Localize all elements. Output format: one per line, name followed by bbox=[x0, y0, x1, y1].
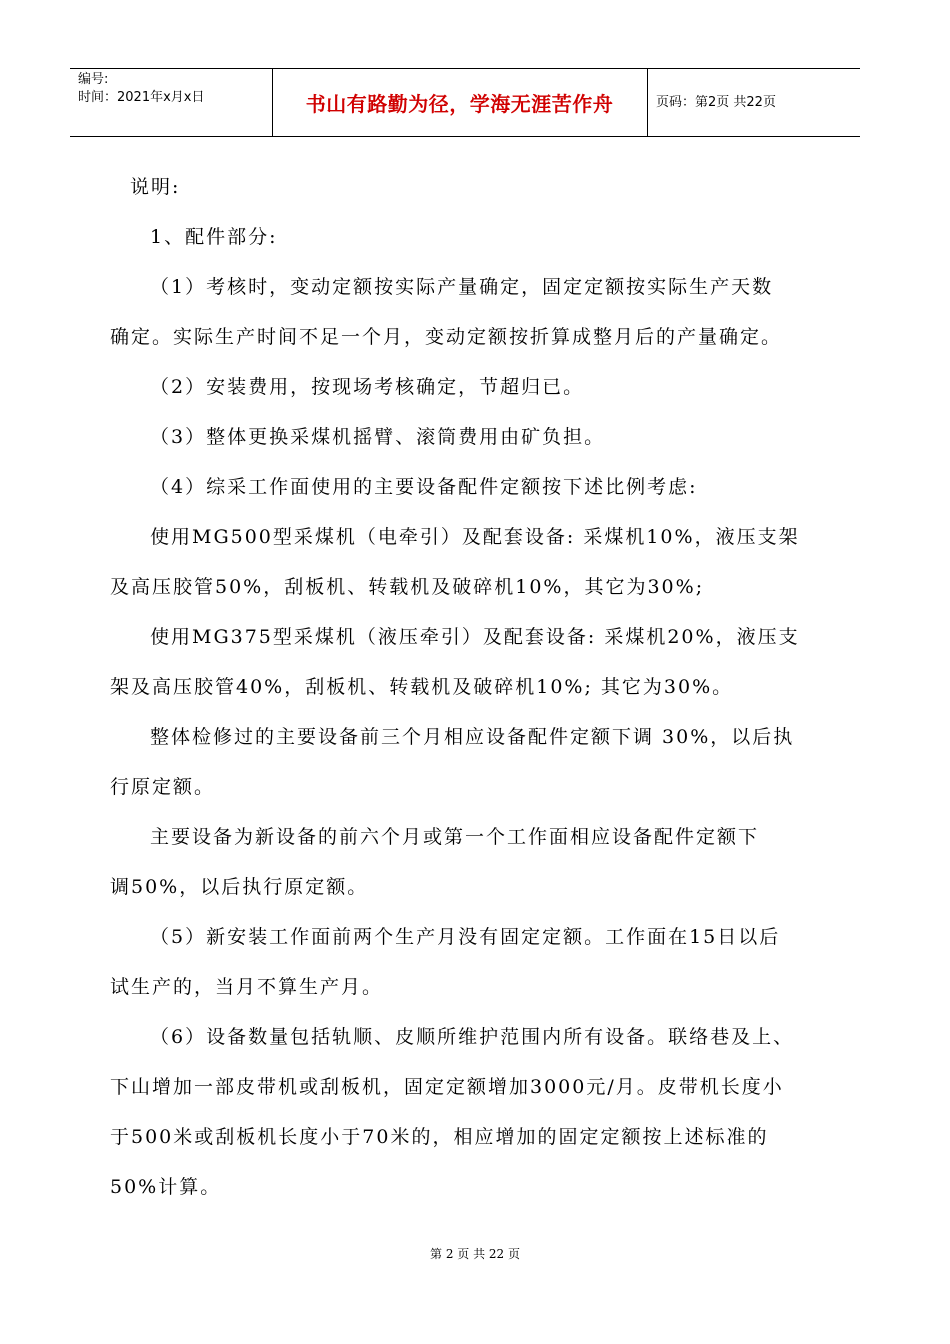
line-item-1b: 确定。实际生产时间不足一个月，变动定额按折算成整月后的产量确定。 bbox=[110, 326, 783, 348]
document-date: 时间：2021年x月x日 bbox=[78, 90, 205, 105]
line-overhaul-b: 行原定额。 bbox=[110, 776, 216, 798]
document-number-label: 编号: bbox=[78, 72, 109, 87]
line-item-6c: 于500米或刮板机长度小于70米的，相应增加的固定定额按上述标准的 bbox=[110, 1126, 769, 1148]
line-item-1a: （1）考核时，变动定额按实际产量确定，固定定额按实际生产天数 bbox=[150, 276, 774, 298]
header-motto: 书山有路勤为径，学海无涯苦作舟 bbox=[305, 92, 614, 116]
line-overhaul-a: 整体检修过的主要设备前三个月相应设备配件定额下调 30%，以后执 bbox=[150, 726, 795, 748]
line-item-6d: 50%计算。 bbox=[110, 1176, 222, 1198]
header-left-cell bbox=[70, 69, 273, 136]
line-explanation-heading: 说明: bbox=[130, 176, 181, 198]
line-item-2: （2）安装费用，按现场考核确定，节超归已。 bbox=[150, 376, 585, 398]
line-mg375-a: 使用MG375型采煤机（液压牵引）及配套设备: 采煤机20%，液压支 bbox=[150, 626, 800, 648]
line-new-equipment-a: 主要设备为新设备的前六个月或第一个工作面相应设备配件定额下 bbox=[150, 826, 760, 848]
line-mg375-b: 架及高压胶管40%，刮板机、转载机及破碎机10%; 其它为30%。 bbox=[110, 676, 734, 698]
line-item-5a: （5）新安装工作面前两个生产月没有固定定额。工作面在15日以后 bbox=[150, 926, 781, 948]
line-item-4: （4）综采工作面使用的主要设备配件定额按下述比例考虑: bbox=[150, 476, 698, 498]
header-center-cell bbox=[272, 69, 648, 136]
page-header bbox=[70, 68, 860, 137]
line-item-5b: 试生产的，当月不算生产月。 bbox=[110, 976, 384, 998]
document-body bbox=[110, 162, 826, 1212]
line-item-3: （3）整体更换采煤机摇臂、滚筒费用由矿负担。 bbox=[150, 426, 606, 448]
line-item-6b: 下山增加一部皮带机或刮板机，固定定额增加3000元/月。皮带机长度小 bbox=[110, 1076, 784, 1098]
line-mg500-b: 及高压胶管50%，刮板机、转载机及破碎机10%，其它为30%; bbox=[110, 576, 705, 598]
line-new-equipment-b: 调50%，以后执行原定额。 bbox=[110, 876, 369, 898]
line-mg500-a: 使用MG500型采煤机（电牵引）及配套设备: 采煤机10%，液压支架 bbox=[150, 526, 800, 548]
header-page-info: 页码：第2页 共22页 bbox=[656, 94, 776, 110]
line-section-1-heading: 1、配件部分: bbox=[150, 226, 278, 248]
page-footer: 第 2 页 共 22 页 bbox=[430, 1247, 520, 1261]
line-item-6a: （6）设备数量包括轨顺、皮顺所维护范围内所有设备。联络巷及上、 bbox=[150, 1026, 795, 1048]
header-right-cell bbox=[648, 69, 860, 136]
